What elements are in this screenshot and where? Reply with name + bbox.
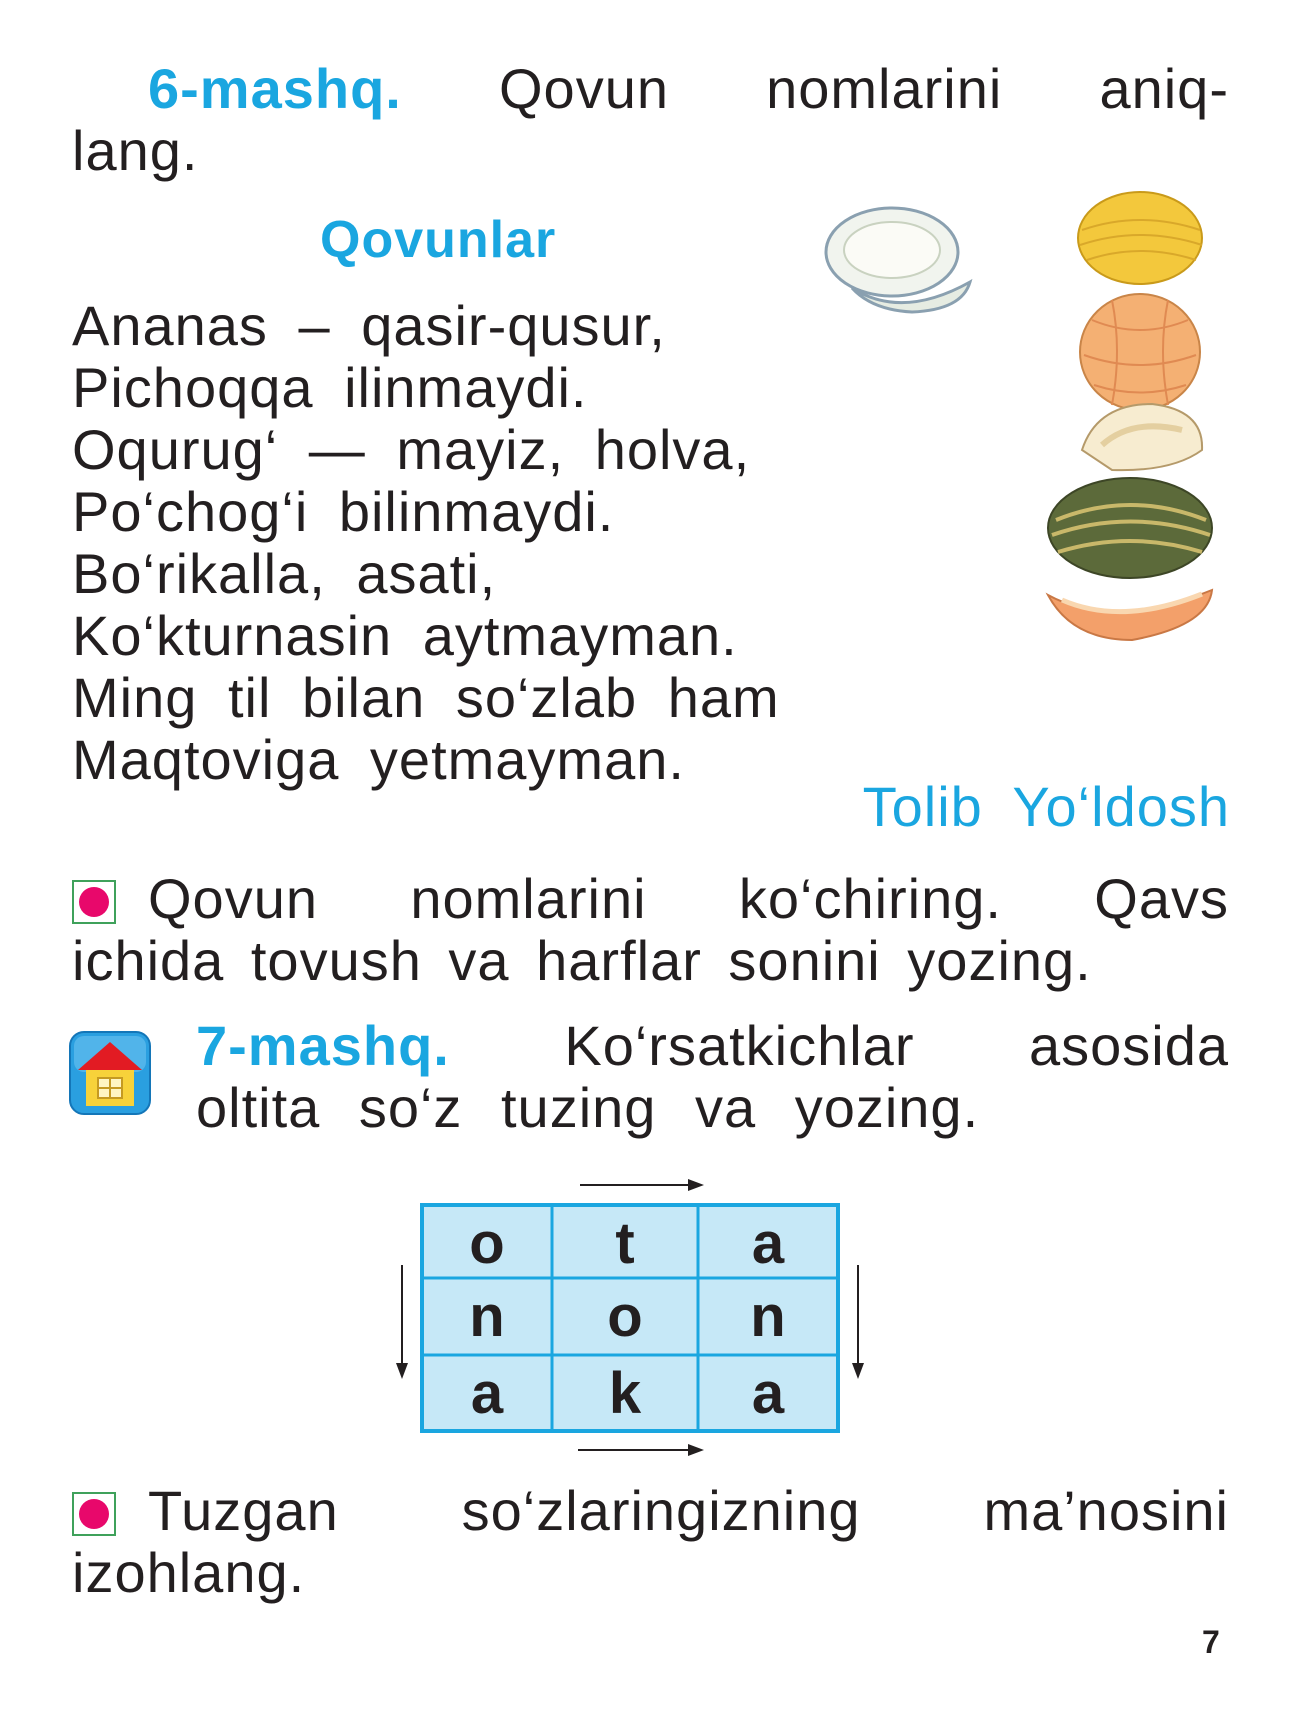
task-2-word: Tuzgan xyxy=(148,1479,339,1542)
poem xyxy=(72,295,780,791)
melon-illustration xyxy=(812,190,1232,650)
poem-title: Qovunlar xyxy=(320,211,557,269)
poem-line: Bo‘rikalla, asati, xyxy=(72,542,497,605)
striped-melon-icon xyxy=(1048,478,1212,578)
poem-line: Ananas – qasir-qusur, xyxy=(72,294,666,357)
poem-line: Oqurug‘ — mayiz, holva, xyxy=(72,418,751,481)
bullet-icon xyxy=(72,880,116,924)
task-1-word: nomlarini xyxy=(410,867,647,930)
melon-slice-icon xyxy=(1082,404,1202,470)
letter-grid xyxy=(380,1165,880,1475)
exercise-6-number: 6-mashq. xyxy=(148,57,402,120)
task-2 xyxy=(72,1480,1229,1604)
orange-melon-slice-icon xyxy=(1048,590,1212,640)
task-1-word: Qavs xyxy=(1094,867,1229,930)
task-1-word: ko‘chiring. xyxy=(738,867,1002,930)
bullet-icon xyxy=(72,1492,116,1536)
grid-letter: a xyxy=(470,1361,504,1426)
home-task-icon xyxy=(68,1030,152,1116)
exercise-7-number: 7-mashq. xyxy=(196,1014,450,1077)
grid-letter: t xyxy=(615,1211,635,1276)
arrow-down-left-icon xyxy=(396,1265,408,1379)
white-melon-slice-icon xyxy=(826,208,970,312)
task-2-word: ma’nosini xyxy=(983,1479,1229,1542)
exercise-6-word: aniq- xyxy=(1099,57,1229,120)
poem-line: Ming til bilan so‘zlab ham xyxy=(72,666,780,729)
grid-letter: n xyxy=(469,1284,505,1349)
grid-letter: a xyxy=(751,1211,785,1276)
exercise-7-word: asosida xyxy=(1028,1014,1229,1077)
netted-melon-icon xyxy=(1080,294,1200,410)
bullet-dot-icon xyxy=(79,1499,109,1529)
grid-letter: a xyxy=(751,1361,785,1426)
grid-letter: o xyxy=(607,1284,643,1349)
grid-letter: k xyxy=(608,1361,642,1426)
poem-line: Maqtoviga yetmayman. xyxy=(72,728,685,791)
exercise-6-word: nomlarini xyxy=(766,57,1003,120)
poem-author: Tolib Yo‘ldosh xyxy=(862,775,1230,838)
exercise-7-word: Ko‘rsatkichlar xyxy=(564,1014,915,1077)
grid-letter: o xyxy=(469,1211,505,1276)
bullet-dot-icon xyxy=(79,887,109,917)
task-1-word: Qovun xyxy=(148,867,318,930)
poem-line: Pichoqqa ilinmaydi. xyxy=(72,356,588,419)
arrow-right-top-icon xyxy=(580,1179,704,1191)
arrow-down-right-icon xyxy=(852,1265,864,1379)
task-1-line2: ichida tovush va harflar sonini yozing. xyxy=(72,929,1092,992)
grid-letter: n xyxy=(750,1284,786,1349)
poem-line: Po‘chog‘i bilinmaydi. xyxy=(72,480,615,543)
page-number: 7 xyxy=(1202,1624,1220,1660)
exercise-6 xyxy=(72,58,1229,182)
task-2-line2: izohlang. xyxy=(72,1541,306,1604)
yellow-melon-icon xyxy=(1078,192,1202,284)
exercise-6-word: Qovun xyxy=(498,57,669,120)
arrow-right-bottom-icon xyxy=(578,1444,704,1456)
exercise-7-line2: oltita so‘z tuzing va yozing. xyxy=(196,1076,980,1139)
exercise-6-line2: lang. xyxy=(72,119,199,182)
task-1 xyxy=(72,868,1229,992)
poem-line: Ko‘kturnasin aytmayman. xyxy=(72,604,738,667)
task-2-word: so‘zlaringizning xyxy=(461,1479,861,1542)
exercise-7 xyxy=(196,1015,1229,1139)
